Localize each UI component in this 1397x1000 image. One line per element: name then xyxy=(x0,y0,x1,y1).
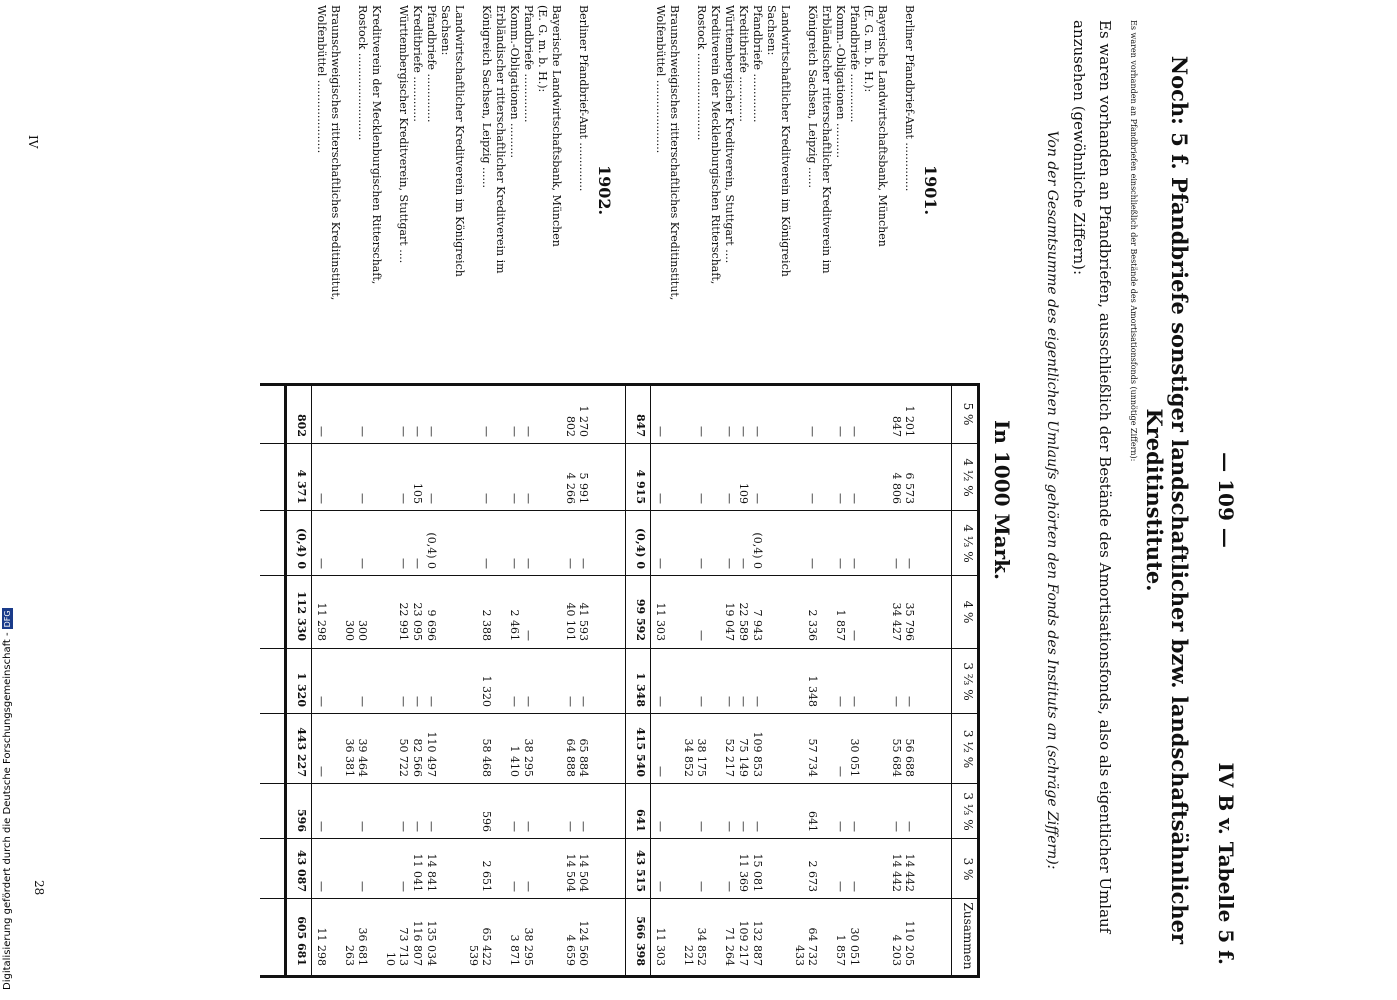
footer-number: 28 xyxy=(32,880,46,896)
table-cell: 58 468 xyxy=(480,738,493,777)
column-header: Zusammen xyxy=(961,902,975,970)
table-cell: 30 051 xyxy=(848,738,861,777)
row-label: Erbländischer ritterschaftlicher Kreditverein im xyxy=(820,5,833,274)
table-cell: 2 336 xyxy=(806,609,819,641)
table-cell: — xyxy=(751,821,764,832)
table-cell: — xyxy=(751,696,764,707)
table-cell: — xyxy=(522,881,535,892)
row-label: Kreditbriefe ............. xyxy=(737,5,750,122)
table-cell: 11 303 xyxy=(654,602,667,641)
table-cell: — xyxy=(695,696,708,707)
table-cell: 11 041 xyxy=(411,853,424,892)
row-label: Sachsen: xyxy=(439,5,452,56)
table-cell: 105 xyxy=(411,483,424,504)
table-cell: — xyxy=(848,426,861,437)
table-cell: 6 573 4 806 xyxy=(890,472,916,504)
credit-text: Digitalisierung gefördert durch die Deutsche Forschungsgemeinschaft - xyxy=(2,632,13,990)
table-cell: 38 295 xyxy=(522,927,535,966)
table-cell: — xyxy=(356,493,369,504)
table-cell: 50 722 xyxy=(397,738,410,777)
table-cell: 52 217 xyxy=(723,738,736,777)
table-cell: — xyxy=(654,493,667,504)
column-header: 3 ⅓ % xyxy=(961,792,975,831)
table-cell: — xyxy=(806,558,819,569)
table-cell: — xyxy=(806,426,819,437)
total-cell: 4 371 xyxy=(295,469,308,504)
table-cell: — xyxy=(508,558,521,569)
table-cell: 3 871 xyxy=(508,934,521,966)
table-cell: — xyxy=(695,821,708,832)
column-header: 4 ½ % xyxy=(961,458,975,497)
table-cell: 1 201 847 xyxy=(890,405,916,437)
table-cell: 1 857 xyxy=(834,609,847,641)
table-cell: 11 303 xyxy=(654,927,667,966)
table-cell: — xyxy=(737,696,750,707)
row-label: Rostock ......................... xyxy=(356,5,369,141)
table-cell: 38 175 34 852 xyxy=(682,738,708,777)
table-cell: — xyxy=(480,493,493,504)
total-cell: 641 xyxy=(634,809,647,832)
table-cell: — xyxy=(397,493,410,504)
data-table xyxy=(250,0,980,1000)
section-label: IV B v. Tabelle 5 f. xyxy=(1214,762,1238,965)
year-heading: 1901. xyxy=(921,164,940,216)
row-label: Pfandbriefe .............. xyxy=(522,5,535,123)
table-cell: 64 732 433 xyxy=(793,927,819,966)
total-cell: 802 xyxy=(295,414,308,437)
table-cell: 41 593 40 101 xyxy=(564,602,590,641)
row-label: Komm.-Obligationen .......... xyxy=(834,5,847,159)
table-cell: 9 696 xyxy=(425,609,438,641)
table-cell: — xyxy=(695,493,708,504)
table-cell: 22 589 xyxy=(737,602,750,641)
table-cell: — xyxy=(654,558,667,569)
row-label: Landwirtschaftlicher Kreditverein im Königreich xyxy=(453,5,466,277)
table-cell: — xyxy=(480,426,493,437)
footer-roman: IV xyxy=(26,135,40,149)
table-cell: 23 095 xyxy=(411,602,424,641)
row-label: Erbländischer ritterschaftlicher Kreditverein im xyxy=(494,5,507,274)
table-cell: — xyxy=(522,630,535,641)
row-label: Pfandbriefe .............. xyxy=(751,5,764,123)
table-cell: — xyxy=(356,426,369,437)
column-header: 3 ½ % xyxy=(961,729,975,769)
table-cell: — xyxy=(425,426,438,437)
table-cell: — xyxy=(480,558,493,569)
column-rule xyxy=(260,838,980,839)
table-cell: 1 270 802 xyxy=(564,405,590,437)
table-cell: — xyxy=(848,558,861,569)
table-cell: 35 796 34 427 xyxy=(890,602,916,641)
unit-heading: In 1000 Mark. xyxy=(990,420,1014,580)
column-rule xyxy=(260,575,980,576)
table-cell: — xyxy=(737,426,750,437)
table-cell: — xyxy=(522,821,535,832)
table-cell: — xyxy=(411,426,424,437)
table-cell: — xyxy=(834,493,847,504)
column-rule xyxy=(260,975,980,978)
row-label: Kreditverein der Mecklenburgischen Ritterschaft, xyxy=(370,5,383,285)
total-cell: (0,4) 0 xyxy=(634,527,647,569)
table-cell: 15 081 xyxy=(751,853,764,892)
table-cell: — xyxy=(397,821,410,832)
row-label: Bayerische Landwirtschaftsbank, München xyxy=(876,5,889,247)
table-cell: 2 673 xyxy=(806,860,819,892)
table-cell: — — xyxy=(890,558,916,569)
row-label: Württembergischer Kreditverein, Stuttgart .... xyxy=(723,5,736,264)
column-header: 4 % xyxy=(961,600,975,624)
table-cell: — xyxy=(834,426,847,437)
table-cell: — xyxy=(723,558,736,569)
table-cell: 57 734 xyxy=(806,738,819,777)
table-cell: — xyxy=(315,881,328,892)
row-label: Komm.-Obligationen .......... xyxy=(508,5,521,159)
table-cell: 73 713 10 xyxy=(384,927,410,966)
table-top-rule xyxy=(977,383,980,978)
table-cell: 116 807 xyxy=(411,920,424,966)
table-cell: — xyxy=(751,493,764,504)
table-cell: — xyxy=(834,558,847,569)
table-cell: — xyxy=(508,493,521,504)
table-cell: 109 217 xyxy=(737,920,750,966)
table-cell: — xyxy=(654,881,667,892)
table-cell: — — xyxy=(890,821,916,832)
table-cell: 14 504 14 504 xyxy=(564,853,590,892)
table-cell: — xyxy=(834,696,847,707)
row-label: Kreditbriefe ............. xyxy=(411,5,424,122)
table-cell: — xyxy=(425,696,438,707)
table-cell: 109 xyxy=(737,483,750,504)
column-rule xyxy=(260,783,980,784)
table-cell: 1 320 xyxy=(480,675,493,707)
total-cell: 566 398 xyxy=(634,916,647,966)
row-label: Braunschweigisches ritterschaftliches Kreditinstitut, xyxy=(329,5,342,301)
total-cell: 847 xyxy=(634,414,647,437)
page-header xyxy=(1198,0,1238,1000)
table-cell: — xyxy=(654,696,667,707)
row-label: (E. G. m. b. H.): xyxy=(862,5,875,93)
table-cell: — xyxy=(522,493,535,504)
table-cell: — xyxy=(315,821,328,832)
table-cell: — xyxy=(848,630,861,641)
column-header: 3 % xyxy=(961,857,975,881)
row-label: Berliner Pfandbrief-Amt .............. xyxy=(577,5,590,192)
table-cell: 110 497 xyxy=(425,731,438,777)
table-cell: — xyxy=(723,426,736,437)
italic-note: Von der Gesamtsumme des eigentlichen Umlaufs gehörten den Fonds des Instituts an (schräge Ziffern): xyxy=(1044,130,1060,870)
total-cell: 443 227 xyxy=(295,727,308,777)
table-cell: — — xyxy=(564,821,590,832)
table-cell: — xyxy=(356,558,369,569)
table-cell: 30 051 xyxy=(848,927,861,966)
row-label: Sachsen: xyxy=(765,5,778,56)
table-cell: 132 887 xyxy=(751,920,764,966)
table-cell: 14 442 14 442 xyxy=(890,853,916,892)
table-cell: — xyxy=(695,558,708,569)
total-cell: 1 320 xyxy=(295,672,308,707)
table-cell: (0,4) 0 xyxy=(751,532,764,569)
column-rule xyxy=(260,510,980,511)
table-title: Noch: 5 f. Pfandbriefe sonstiger landschaftlicher bzw. landschaftsähnlicher Kreditinstitute. xyxy=(1142,55,1192,945)
table-cell: — xyxy=(508,821,521,832)
table-cell: — xyxy=(315,766,328,777)
table-cell: 71 264 xyxy=(723,927,736,966)
small-note: Es waren vorhanden an Pfandbriefen einschließlich der Bestände des Amortisationsfonds (unnötige Ziffern): xyxy=(1129,20,1138,462)
table-cell: 109 853 xyxy=(751,731,764,777)
total-cell: 605 681 xyxy=(295,916,308,966)
table-cell: — xyxy=(654,821,667,832)
table-cell: 2 461 xyxy=(508,609,521,641)
row-label: Württembergischer Kreditverein, Stuttgart .... xyxy=(397,5,410,264)
table-cell: — xyxy=(397,558,410,569)
table-cell: — xyxy=(425,821,438,832)
table-cell: — xyxy=(848,493,861,504)
table-cell: — xyxy=(315,493,328,504)
table-cell: — — xyxy=(564,696,590,707)
table-cell: 11 298 xyxy=(315,927,328,966)
table-cell: — xyxy=(654,766,667,777)
column-rule xyxy=(260,898,980,899)
table-cell: 1 348 xyxy=(806,675,819,707)
year-heading: 1902. xyxy=(595,164,614,216)
total-rule xyxy=(311,385,312,975)
table-cell: — xyxy=(848,696,861,707)
table-cell: — xyxy=(397,696,410,707)
table-cell: — xyxy=(723,696,736,707)
row-label: (E. G. m. b. H.): xyxy=(536,5,549,93)
row-label: Königreich Sachsen, Leipzig ...... xyxy=(806,5,819,188)
table-cell: — — xyxy=(890,696,916,707)
total-cell: (0,4) 0 xyxy=(295,527,308,569)
table-cell: — xyxy=(751,426,764,437)
table-cell: — xyxy=(315,558,328,569)
total-cell: 43 087 xyxy=(295,849,308,892)
total-cell: 415 540 xyxy=(634,727,647,777)
total-cell: 596 xyxy=(295,809,308,832)
table-cell: 34 852 221 xyxy=(682,927,708,966)
row-label: Pfandbriefe .............. xyxy=(425,5,438,123)
row-label: Wolfenbüttel ..................... xyxy=(315,5,328,154)
table-cell: — xyxy=(411,696,424,707)
row-label: Wolfenbüttel ..................... xyxy=(654,5,667,154)
header-rule xyxy=(951,383,952,978)
table-cell: 2 388 xyxy=(480,609,493,641)
table-cell: 65 422 539 xyxy=(467,927,493,966)
table-cell: — — xyxy=(564,558,590,569)
total-cell: 99 592 xyxy=(634,598,647,641)
table-cell: — xyxy=(411,558,424,569)
table-cell: 82 566 xyxy=(411,738,424,777)
row-label: Kreditverein der Mecklenburgischen Ritterschaft, xyxy=(709,5,722,285)
column-header: 3 ⅔ % xyxy=(961,662,975,701)
table-cell: — xyxy=(834,881,847,892)
table-cell: 110 205 4 203 xyxy=(890,920,916,966)
table-cell: — xyxy=(522,426,535,437)
table-cell: — xyxy=(315,426,328,437)
intro-text: Es waren vorhanden an Pfandbriefen, ausschließlich der Bestände des Amortisationsfonds, also als eigentlicher Umlauf anzusehen (gewöhnliche Ziffern): xyxy=(1070,20,1114,934)
table-cell: — xyxy=(508,881,521,892)
table-cell: 2 651 xyxy=(480,860,493,892)
table-cell: 5 991 4 266 xyxy=(564,472,590,504)
row-label: Landwirtschaftlicher Kreditverein im Königreich xyxy=(779,5,792,277)
section-rule xyxy=(625,385,626,975)
total-cell: 43 515 xyxy=(634,849,647,892)
table-cell: 11 298 xyxy=(315,602,328,641)
rotated-page-content xyxy=(10,0,1250,1000)
table-cell: 14 841 xyxy=(425,853,438,892)
table-cell: 1 857 xyxy=(834,934,847,966)
table-cell: 56 688 55 684 xyxy=(890,738,916,777)
table-cell: (0,4) 0 xyxy=(425,532,438,569)
table-cell: — xyxy=(695,426,708,437)
dfg-logo: DFG xyxy=(3,610,12,628)
table-cell: — xyxy=(723,493,736,504)
table-cell: 135 034 xyxy=(425,920,438,966)
table-cell: 36 681 263 xyxy=(343,927,369,966)
table-cell: — xyxy=(522,558,535,569)
table-cell: — xyxy=(737,558,750,569)
table-cell: — xyxy=(425,493,438,504)
table-cell: 596 xyxy=(480,811,493,832)
column-rule xyxy=(260,648,980,649)
table-cell: — xyxy=(356,696,369,707)
table-cell: 38 295 xyxy=(522,738,535,777)
row-label: Königreich Sachsen, Leipzig ...... xyxy=(480,5,493,188)
total-rule xyxy=(650,385,651,975)
column-rule xyxy=(260,713,980,714)
table-cell: 65 884 64 888 xyxy=(564,738,590,777)
table-cell: — xyxy=(834,821,847,832)
table-cell: — xyxy=(723,821,736,832)
row-label: Braunschweigisches ritterschaftliches Kreditinstitut, xyxy=(668,5,681,301)
column-rule xyxy=(260,443,980,444)
table-cell: — xyxy=(411,821,424,832)
table-cell: — xyxy=(723,881,736,892)
table-cell: — xyxy=(315,696,328,707)
table-cell: — xyxy=(848,881,861,892)
table-cell: 124 560 4 659 xyxy=(564,920,590,966)
table-cell: — xyxy=(356,881,369,892)
row-label: Rostock ......................... xyxy=(695,5,708,141)
table-cell: 19 047 xyxy=(723,602,736,641)
table-cell: — xyxy=(848,821,861,832)
row-label: Pfandbriefe .............. xyxy=(848,5,861,123)
table-cell: 1 410 xyxy=(508,745,521,777)
table-cell: — xyxy=(397,881,410,892)
table-cell: 641 xyxy=(806,811,819,832)
table-cell: 22 991 xyxy=(397,602,410,641)
section-rule xyxy=(284,385,287,975)
row-label: Berliner Pfandbrief-Amt .............. xyxy=(903,5,916,192)
total-cell: 4 915 xyxy=(634,469,647,504)
table-cell: 39 464 36 381 xyxy=(343,738,369,777)
table-cell: — xyxy=(737,821,750,832)
page-number: — 109 — xyxy=(1214,452,1238,548)
row-label: Bayerische Landwirtschaftsbank, München xyxy=(550,5,563,247)
table-cell: — xyxy=(508,696,521,707)
column-header: 4 ⅓ % xyxy=(961,524,975,563)
table-cell: — xyxy=(806,493,819,504)
table-cell: 300 300 xyxy=(343,620,369,641)
table-cell: 7 943 xyxy=(751,609,764,641)
table-cell: — xyxy=(695,881,708,892)
table-cell: 11 369 xyxy=(737,853,750,892)
table-cell: 75 149 xyxy=(737,738,750,777)
digitization-credit xyxy=(2,608,13,990)
table-cell: — xyxy=(695,630,708,641)
table-cell: — xyxy=(508,426,521,437)
total-cell: 112 330 xyxy=(295,591,308,641)
column-header: 5 % xyxy=(961,402,975,426)
table-cell: — xyxy=(654,426,667,437)
table-cell: — xyxy=(397,426,410,437)
table-cell: — xyxy=(522,696,535,707)
table-cell: — xyxy=(356,821,369,832)
total-cell: 1 348 xyxy=(634,672,647,707)
table-cell: — xyxy=(834,766,847,777)
